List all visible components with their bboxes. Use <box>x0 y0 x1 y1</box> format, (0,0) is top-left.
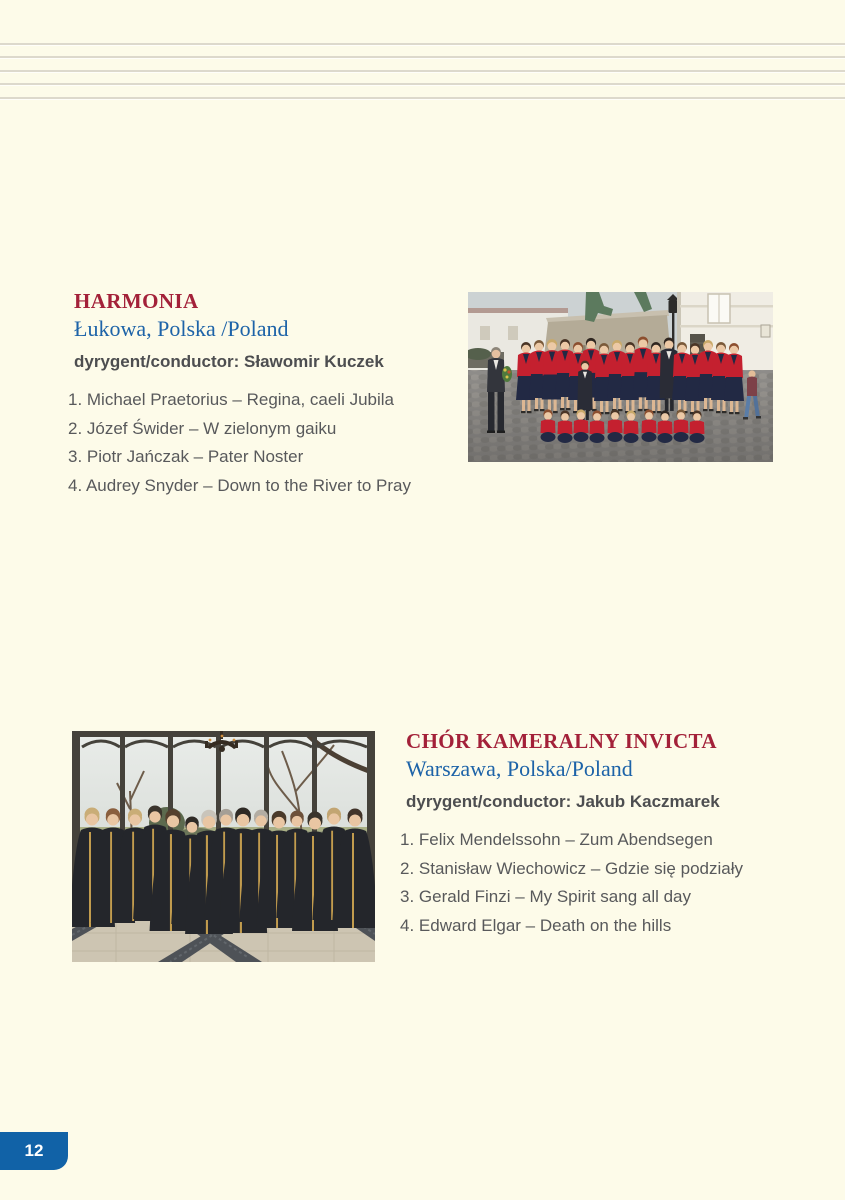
staff-line <box>0 70 845 72</box>
choir-location: Warszawa, Polska/Poland <box>406 756 633 781</box>
choir-conductor: dyrygent/conductor: Jakub Kaczmarek <box>406 792 720 811</box>
choir-location: Łukowa, Polska /Poland <box>74 316 289 341</box>
repertoire-item: 2. Stanisław Wiechowicz – Gdzie się podziały <box>400 858 743 878</box>
choir-photo-harmonia <box>468 292 773 462</box>
section-invicta <box>400 729 806 940</box>
repertoire-item: 1. Michael Praetorius – Regina, caeli Jubila <box>68 390 395 409</box>
staff-line <box>0 56 845 58</box>
choir-name: HARMONIA <box>74 289 199 313</box>
staff-line <box>0 83 845 85</box>
staff-line <box>0 97 845 99</box>
repertoire-item: 2. Józef Świder – W zielonym gaiku <box>68 418 337 438</box>
repertoire-list <box>68 386 444 500</box>
repertoire-item: 3. Piotr Jańczak – Pater Noster <box>68 447 304 466</box>
page-number-tab <box>0 1132 68 1170</box>
section-harmonia <box>68 289 444 500</box>
choir-conductor: dyrygent/conductor: Sławomir Kuczek <box>74 352 384 371</box>
page-number: 12 <box>24 1141 44 1160</box>
repertoire-item: 1. Felix Mendelssohn – Zum Abendsegen <box>400 830 713 849</box>
repertoire-item: 4. Audrey Snyder – Down to the River to Pray <box>68 475 412 495</box>
repertoire-item: 3. Gerald Finzi – My Spirit sang all day <box>400 887 692 906</box>
repertoire-list <box>400 826 806 940</box>
staff-line <box>0 43 845 45</box>
choir-photo-invicta <box>72 731 375 962</box>
repertoire-item: 4. Edward Elgar – Death on the hills <box>400 915 672 935</box>
choir-name: CHÓR KAMERALNY INVICTA <box>406 729 717 753</box>
